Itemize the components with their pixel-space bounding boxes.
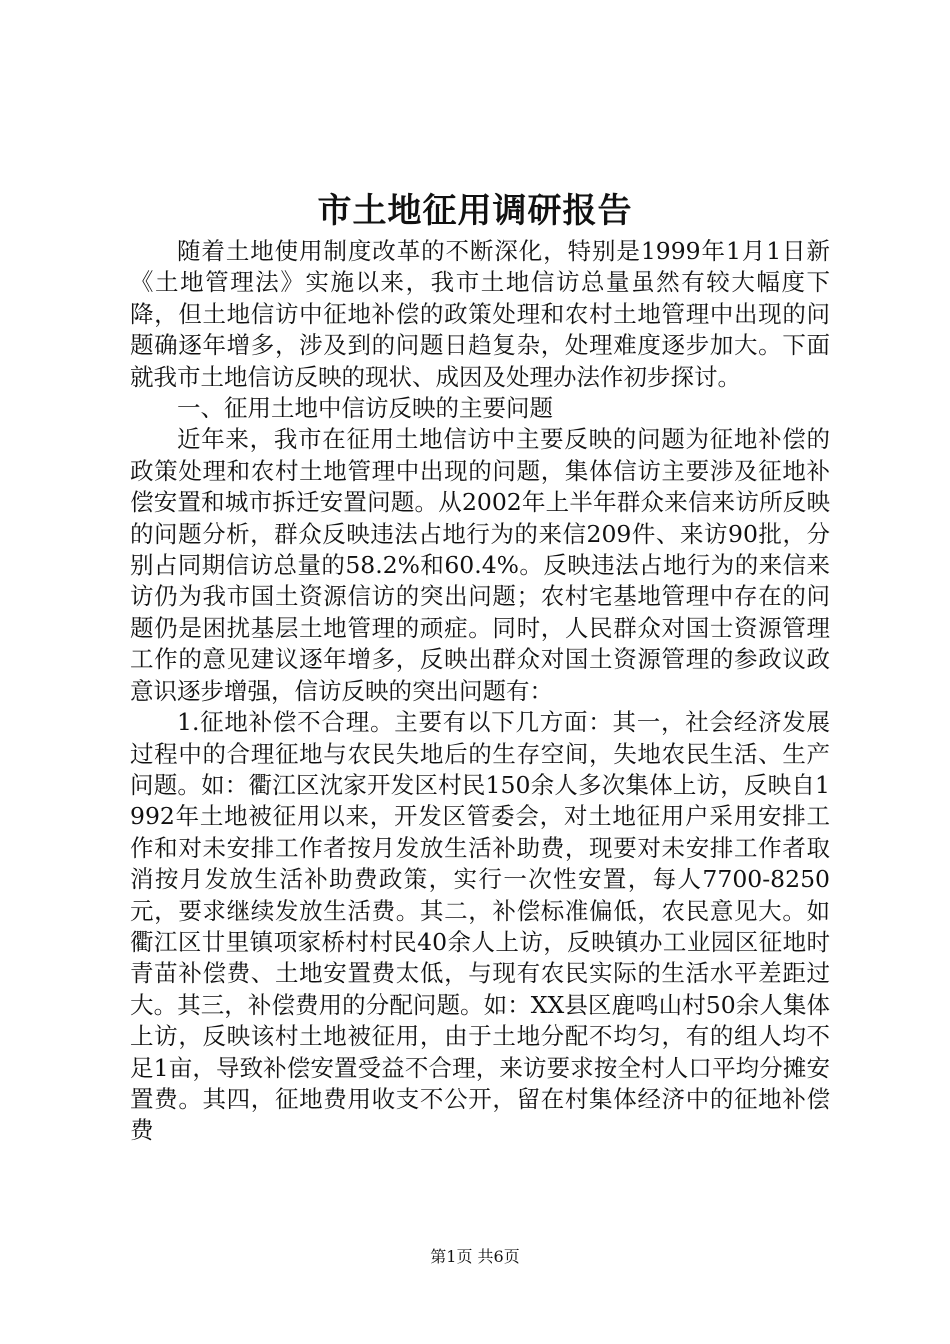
body-paragraph: 近年来，我市在征用土地信访中主要反映的问题为征地补偿的政策处理和农村土地管理中出现的问题，集体信访主要涉及征地补偿安置和城市拆迁安置问题。从2002年上半年群众来信来访所反映的问题分析，群众反映违法占地行为的来信209件、来访90批，分别占同期信访总量的58.2%和60.4%。反映违法占地行为的来信来访仍为我市国土资源信访的突出问题；农村宅基地管理中存在的问题仍是困扰基层土地管理的顽症。同时，人民群众对国士资源管理工作的意见建议逐年增多，反映出群众对国土资源管理的参政议政意识逐步增强，信访反映的突出问题有： (130, 425, 830, 705)
section-heading: 一、征用土地中信访反映的主要问题 (177, 394, 553, 423)
document-title: 市土地征用调研报告 (317, 191, 633, 231)
document-body (130, 236, 830, 1147)
body-paragraph: 1.征地补偿不合理。主要有以下几方面：其一，社会经济发展过程中的合理征地与农民失地后的生存空间，失地农民生活、生产问题。如：衢江区沈家开发区村民150余人多次集体上访，反映自1992年土地被征用以来，开发区管委会，对土地征用户采用安排工作和对未安排工作者按月发放生活补助费，现要对未安排工作者取消按月发放生活补助费政策，实行一次性安置，每人7700-8250元，要求继续发放生活费。其二，补偿标准偏低，农民意见大。如衢江区廿里镇项家桥村村民40余人上访，反映镇办工业园区征地时青苗补偿费、土地安置费太低，与现有农民实际的生活水平差距过大。其三，补偿费用的分配问题。如：XX县区鹿鸣山村50余人集体上访，反映该村土地被征用，由于土地分配不均匀，有的组人均不足1亩，导致补偿安置受益不合理，来访要求按全村人口平均分摊安置费。其四，征地费用收支不公开，留在村集体经济中的征地补偿费 (130, 708, 830, 1145)
intro-paragraph: 随着土地使用制度改革的不断深化，特别是1999年1月1日新《土地管理法》实施以来，我市土地信访总量虽然有较大幅度下降，但土地信访中征地补偿的政策处理和农村土地管理中出现的问题确逐年增多，涉及到的问题日趋复杂，处理难度逐步加大。下面就我市土地信访反映的现状、成因及处理办法作初步探讨。 (130, 237, 830, 391)
page-number-footer: 第1页 共6页 (430, 1247, 520, 1266)
